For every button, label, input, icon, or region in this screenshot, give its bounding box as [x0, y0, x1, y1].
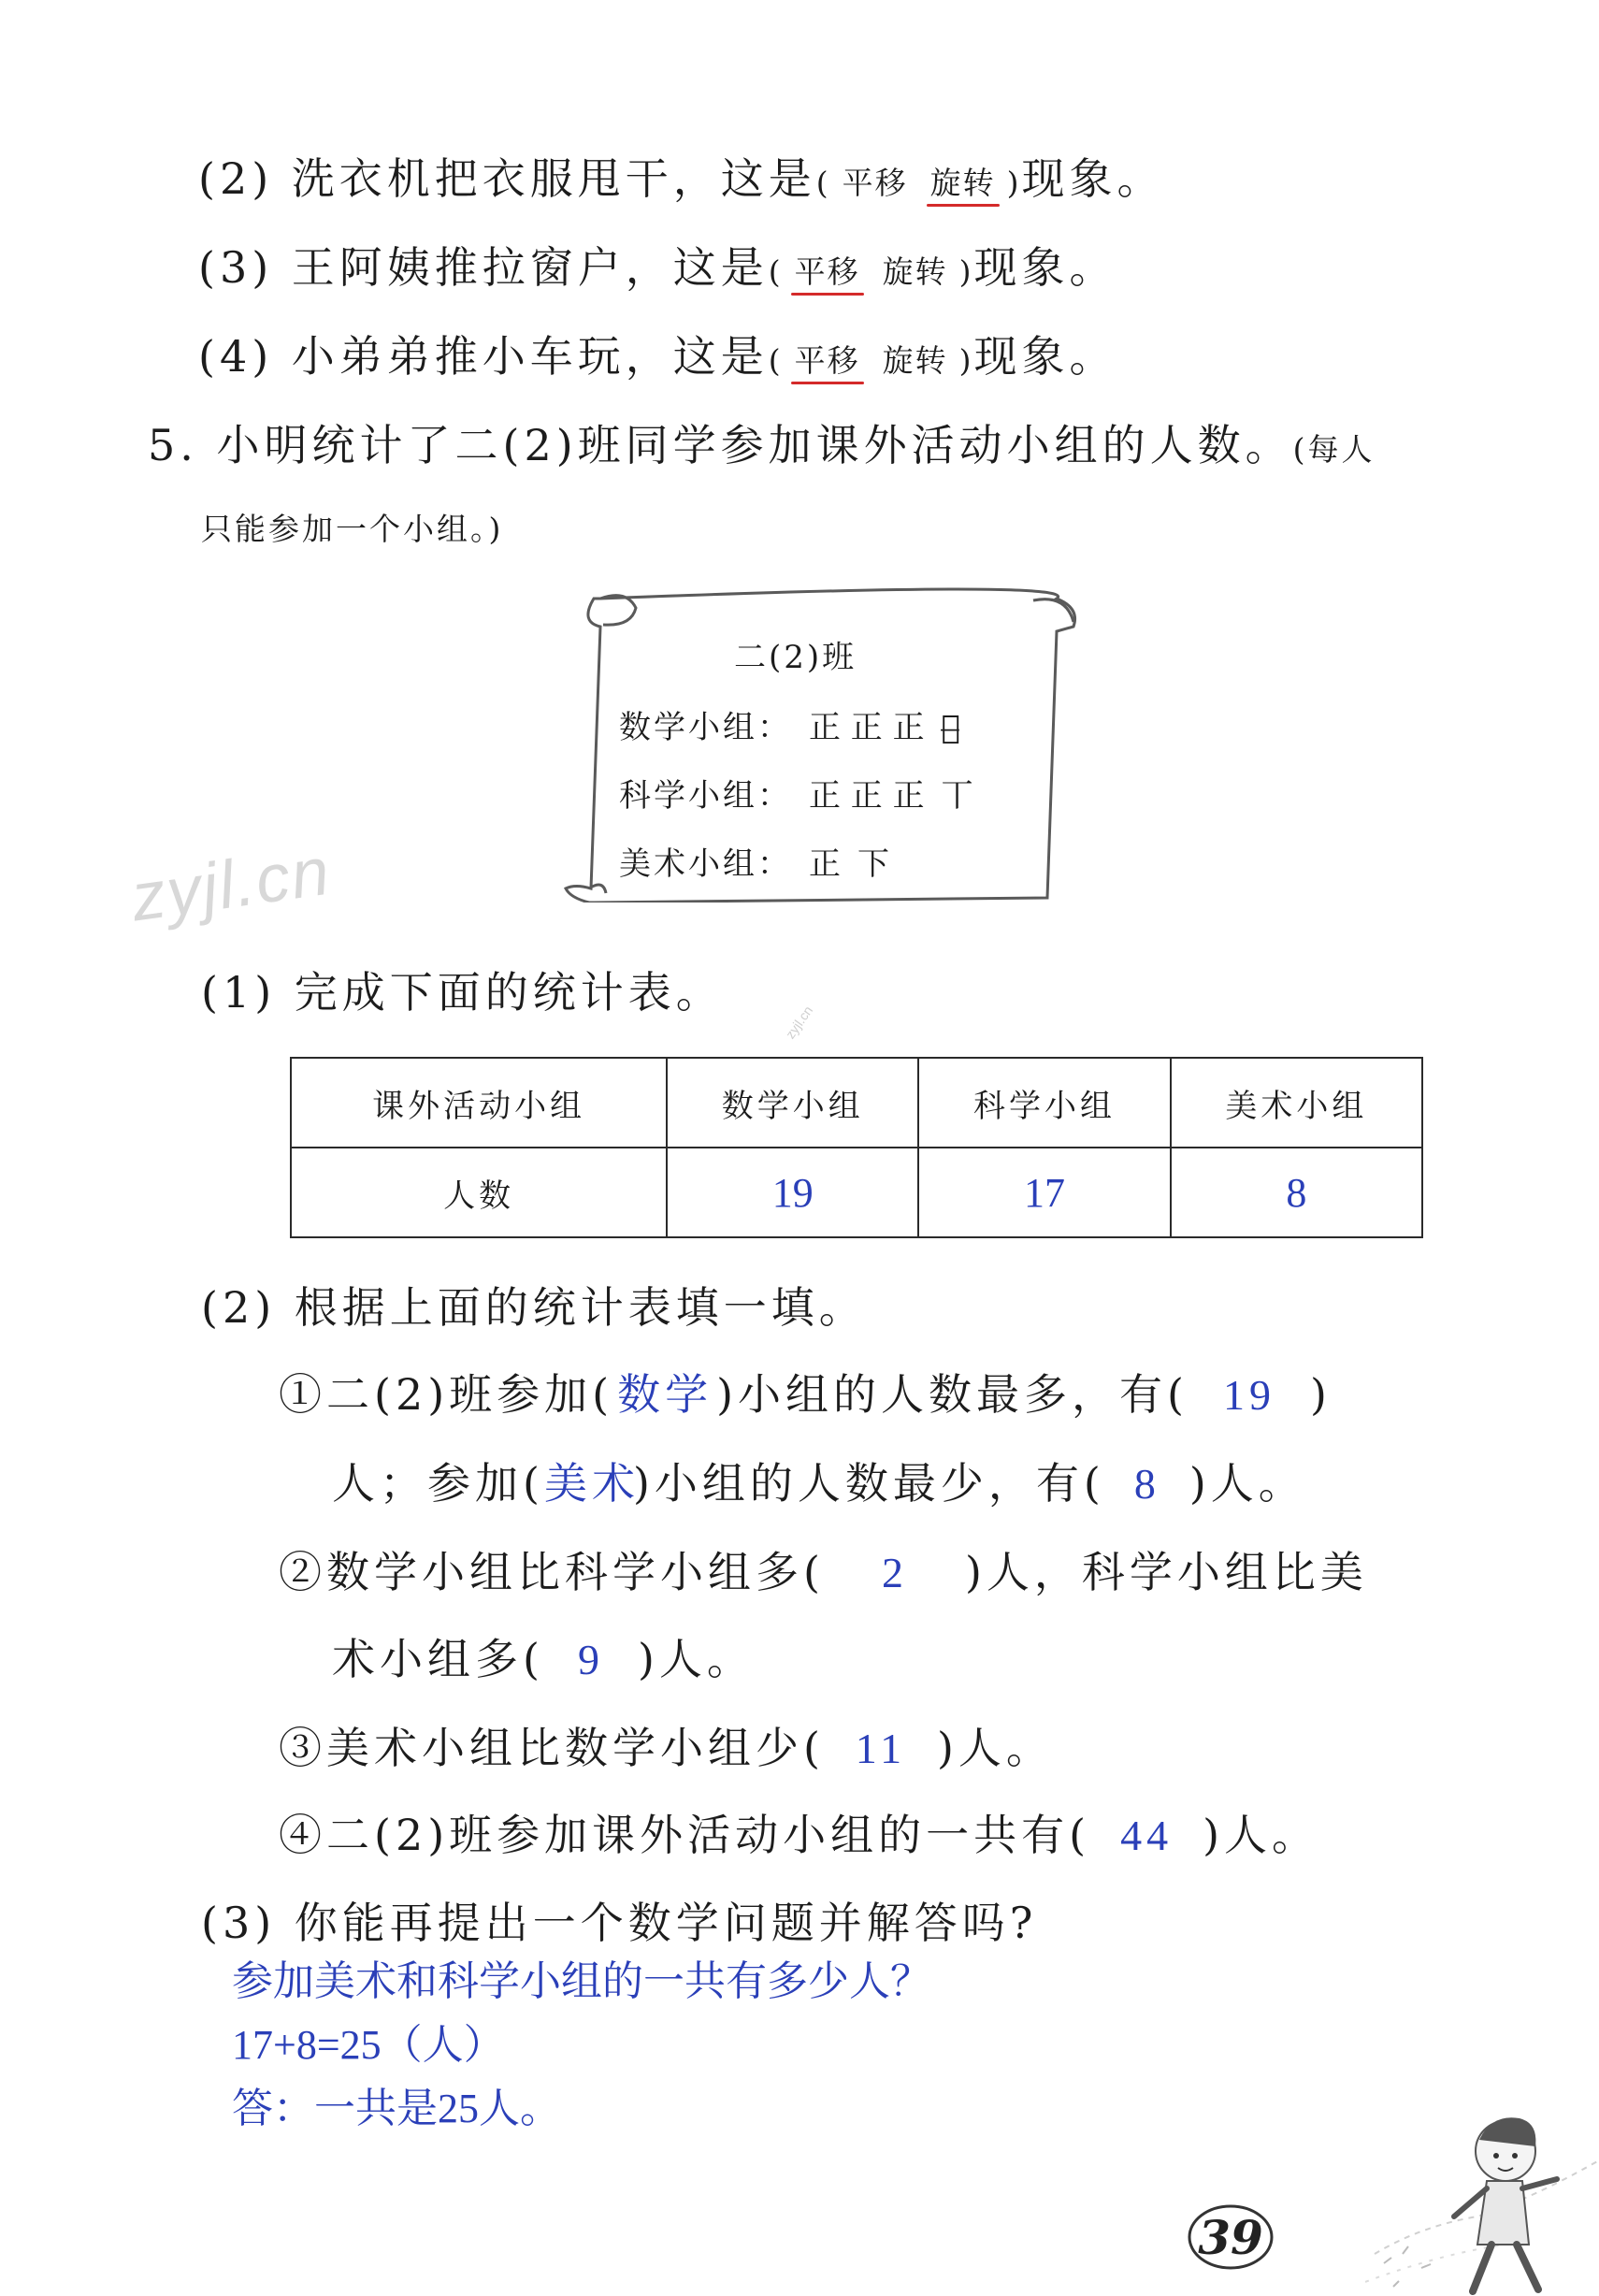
answer-total: 44 [1120, 1812, 1174, 1859]
option-translation-chosen: 平移 [795, 248, 860, 292]
paren-open: ( [768, 342, 784, 379]
part3-final-answer: 答：一共是25人。 [232, 2086, 561, 2131]
answer-science-minus-art: 9 [577, 1636, 604, 1683]
text: ②数学小组比科学小组多( [279, 1547, 825, 1597]
part2-item-1-line2 [332, 1450, 1306, 1511]
text: ) [1310, 1369, 1332, 1420]
paren-close: ) [958, 342, 974, 379]
page-number [1186, 2202, 1275, 2272]
header-cell: 科学小组 [918, 1058, 1170, 1148]
statistics-table [290, 1057, 1423, 1238]
tally-marks: 正 正 正 [809, 709, 925, 746]
tally-marks: 正 正 正 [809, 777, 925, 815]
answer-subject-least: 美术 [543, 1460, 640, 1508]
scroll-row-math [619, 701, 960, 747]
header-cell: 美术小组 [1171, 1058, 1422, 1148]
option-translation: 平移 [842, 165, 908, 201]
answer-math-minus-art: 11 [855, 1725, 907, 1772]
text: )人。 [936, 1723, 1054, 1773]
part2-item-2-line1 [279, 1538, 1368, 1600]
text: 术小组多( [332, 1634, 544, 1684]
paren-open: ( [768, 253, 784, 290]
answer-cell-science: 17 [918, 1148, 1170, 1237]
table-row [291, 1148, 1422, 1237]
tally-scroll [561, 580, 1085, 903]
part2-label: (2) 根据上面的统计表填一填。 [201, 1282, 867, 1333]
part2-item-4 [279, 1801, 1319, 1863]
answer-cell-math: 19 [667, 1148, 918, 1237]
text: 人；参加( [332, 1458, 544, 1509]
tally-partial: 下 [857, 845, 889, 883]
row-label: 科学小组： [619, 777, 792, 815]
q5-heading-text: 5. 小明统计了二(2)班同学参加课外活动小组的人数。 [148, 420, 1293, 470]
text: )人。 [1188, 1458, 1306, 1509]
q4-3-prefix: (3) 王阿姨推拉窗户，这是 [198, 242, 769, 293]
tally-marks: 正 [809, 845, 841, 883]
part2-item-3 [279, 1714, 1054, 1776]
page-number-text: 39 [1198, 2210, 1263, 2265]
tally-partial: 丅 [941, 777, 973, 815]
part3-label: (3) 你能再提出一个数学问题并解答吗? [201, 1898, 1038, 1948]
q5-note-start: (每人 [1292, 431, 1376, 468]
q4-item-2 [198, 145, 1165, 207]
scroll-row-science [619, 770, 973, 816]
part1-label: (1) 完成下面的统计表。 [201, 967, 724, 1018]
answer-subject-most: 数学 [617, 1371, 713, 1419]
text: ④二(2)班参加课外活动小组的一共有( [279, 1810, 1091, 1860]
text: )人。 [1203, 1810, 1320, 1860]
paren-close: ) [958, 253, 974, 290]
running-boy-illustration [1365, 2067, 1599, 2296]
row-label: 数学小组： [619, 709, 792, 746]
watermark-small: zyjl.cn [782, 1003, 816, 1042]
q4-item-4 [198, 323, 1117, 384]
part2-item-1-line1 [279, 1361, 1332, 1422]
paren-open: ( [815, 165, 831, 201]
q5-note-end: 只能参加一个小组。) [201, 511, 504, 547]
header-cell: 课外活动小组 [291, 1058, 667, 1148]
q4-2-prefix: (2) 洗衣机把衣服甩干，这是 [198, 153, 816, 204]
option-translation-chosen: 平移 [795, 337, 860, 381]
text: )小组的人数最少，有( [632, 1458, 1105, 1509]
header-cell: 数学小组 [667, 1058, 918, 1148]
text: )人。 [637, 1634, 755, 1684]
part3-calculation: 17+8=25（人） [232, 2022, 505, 2068]
tally-partial: 正̶ [941, 709, 961, 746]
option-rotation: 旋转 [882, 342, 948, 379]
q4-item-3 [198, 234, 1117, 296]
scroll-row-art [619, 838, 889, 884]
scroll-title: 二(2)班 [734, 639, 857, 676]
row-label: 美术小组： [619, 845, 792, 883]
text: ③美术小组比数学小组少( [279, 1723, 825, 1773]
row-label-cell: 人数 [291, 1148, 667, 1237]
paren-close: ) [1006, 165, 1022, 201]
answer-math-minus-science: 2 [881, 1549, 908, 1596]
answer-count-least: 8 [1133, 1460, 1160, 1508]
option-rotation: 旋转 [882, 253, 948, 290]
option-rotation-chosen: 旋转 [930, 159, 996, 203]
answer-cell-art: 8 [1171, 1148, 1422, 1237]
text: )小组的人数最多，有( [716, 1369, 1189, 1420]
q4-4-prefix: (4) 小弟弟推小车玩，这是 [198, 331, 769, 382]
watermark-large: zyjl.cn [126, 833, 336, 936]
text: )人，科学小组比美 [964, 1547, 1368, 1597]
answer-count-most: 19 [1223, 1371, 1276, 1419]
q4-3-suffix: 现象。 [973, 242, 1117, 293]
text: ①二(2)班参加( [279, 1369, 614, 1420]
q4-4-suffix: 现象。 [973, 331, 1117, 382]
part2-item-2-line2 [332, 1625, 755, 1687]
part3-question-answer: 参加美术和科学小组的一共有多少人？ [232, 1958, 931, 2004]
q5-heading [148, 412, 1376, 473]
q4-2-suffix: 现象。 [1021, 153, 1165, 204]
table-header-row [291, 1058, 1422, 1148]
